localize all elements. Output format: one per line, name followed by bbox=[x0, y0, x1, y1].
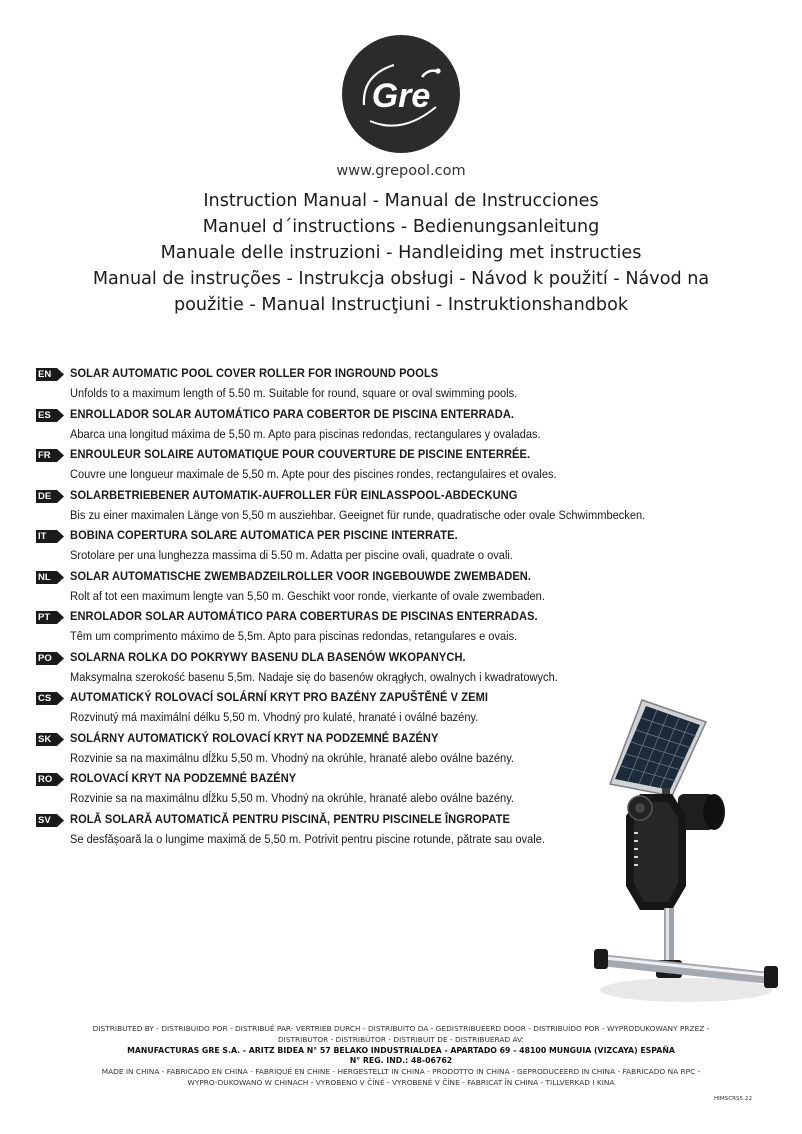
product-description: Rolt af tot een maximum lengte van 5,50 m. Geschikt voor ronde, vierkante of ovale zwembaden. bbox=[70, 588, 545, 603]
product-description: Rozvinutý má maximální délku 5,50 m. Vhodný pro kulaté, hranaté i oválné bazény. bbox=[70, 710, 479, 724]
language-badge: SV bbox=[36, 814, 64, 827]
product-description: Se desfășoară la o lungime maximă de 5,50 m. Potrivit pentru piscine rotunde, pătrate sau ovale. bbox=[70, 831, 545, 846]
product-entry bbox=[36, 650, 676, 691]
product-title: ENROLADOR SOLAR AUTOMÁTICO PARA COBERTURAS DE PISCINAS ENTERRADAS. bbox=[70, 609, 538, 623]
footer-company: MANUFACTURAS GRE S.A. - ARITZ BIDEA N° 57 BELAKO INDUSTRIALDEA - APARTADO 69 - 48100 MUNGUIA (VIZCAYA) ESPAÑA bbox=[127, 1045, 675, 1055]
product-description: Abarca una longitud máxima de 5,50 m. Apto para piscinas redondas, rectangulares y ovaladas. bbox=[70, 426, 541, 441]
product-title: BOBINA COPERTURA SOLARE AUTOMATICA PER PISCINE INTERRATE. bbox=[70, 528, 458, 542]
footer-registration: N° REG. IND.: 48-06762 bbox=[349, 1056, 453, 1066]
language-badge: EN bbox=[36, 368, 64, 381]
product-entry bbox=[36, 812, 676, 853]
logo-text: Gre bbox=[371, 77, 431, 115]
title-line: Manuale delle instruzioni - Handleiding met instructies bbox=[160, 243, 642, 263]
title-line: použitie - Manual Instrucţiuni - Instruktionshandbok bbox=[173, 295, 629, 315]
product-title: SOLARNA ROLKA DO POKRYWY BASENU DLA BASENÓW WKOPANYCH. bbox=[70, 649, 466, 664]
product-description: Unfolds to a maximum length of 5.50 m. Suitable for round, square or oval swimming pools. bbox=[70, 386, 518, 400]
product-entry bbox=[36, 569, 676, 610]
footer bbox=[30, 1024, 772, 1089]
product-entry bbox=[36, 771, 676, 812]
title-line: Instruction Manual - Manual de Instrucciones bbox=[203, 191, 599, 211]
product-title: ENROLLADOR SOLAR AUTOMÁTICO PARA COBERTOR DE PISCINA ENTERRADA. bbox=[70, 406, 515, 421]
product-description: Srotolare per una lunghezza massima di 5.50 m. Adatta per piscine ovali, quadrate o ovali. bbox=[70, 548, 513, 562]
gre-logo-mark bbox=[342, 35, 460, 153]
language-badge: PO bbox=[36, 652, 64, 665]
title-line: Manuel d´instructions - Bedienungsanleitung bbox=[202, 217, 600, 237]
product-title: AUTOMATICKÝ ROLOVACÍ SOLÁRNÍ KRYT PRO BAZÉNY ZAPUŠTĚNÉ V ZEMI bbox=[70, 690, 489, 704]
product-title: ROLOVACÍ KRYT NA PODZEMNÉ BAZÉNY bbox=[70, 771, 297, 785]
gre-logo bbox=[342, 35, 460, 153]
footer-distributor: DISTRIBUTOR - DISTRIBÚTOR - DISTRIBUIT DE - DISTRIBUERAD AV: bbox=[277, 1034, 525, 1044]
product-entry bbox=[36, 447, 676, 488]
product-descriptions bbox=[36, 366, 676, 852]
product-entry bbox=[36, 609, 676, 650]
language-badge: DE bbox=[36, 490, 64, 503]
language-badge: RO bbox=[36, 773, 64, 786]
footer-made-in-line2: WYPRO-DUKOWANO W CHINACH - VYROBENO V ČÍNĚ - VYROBENÉ V ČÍNE - FABRICAT ÎN CHINA - TILLVERKAD I KINA bbox=[187, 1077, 615, 1087]
product-title: SOLARBETRIEBENER AUTOMATIK-AUFROLLER FÜR EINLASSPOOL-ABDECKUNG bbox=[70, 487, 518, 502]
language-badge: ES bbox=[36, 409, 64, 422]
language-badge: FR bbox=[36, 449, 64, 462]
language-badge: SK bbox=[36, 733, 64, 746]
title-line: Manual de instruções - Instrukcja obsługi - Návod k použití - Návod na bbox=[92, 269, 710, 289]
solar-roller-product-image bbox=[594, 698, 780, 1012]
product-description: Rozvinie sa na maximálnu dĺžku 5,50 m. Vhodný na okrúhle, hranaté alebo oválne bazény. bbox=[70, 791, 514, 805]
language-badge: NL bbox=[36, 571, 64, 584]
product-description: Rozvinie sa na maximálnu dĺžku 5,50 m. Vhodný na okrúhle, hranaté alebo oválne bazény. bbox=[70, 750, 514, 765]
product-description: Couvre une longueur maximale de 5,50 m. Apte pour des piscines rondes, rectangulaires et ovales. bbox=[70, 467, 557, 481]
product-entry bbox=[36, 690, 676, 731]
language-badge: PT bbox=[36, 611, 64, 624]
language-badge: CS bbox=[36, 692, 64, 705]
product-entry bbox=[36, 407, 676, 448]
footer-distributed-by: DISTRIBUTED BY - DISTRIBUIDO POR - DISTRIBUÉ PAR- VERTRIEB DURCH - DISTRIBUITO DA - GEDISTRIBUEERD DOOR - DISTRIBUÍDO POR - WYPRODUKOWANY PRZEZ - bbox=[92, 1024, 710, 1033]
product-title: SOLAR AUTOMATIC POOL COVER ROLLER FOR INGROUND POOLS bbox=[70, 366, 439, 380]
product-title: SOLAR AUTOMATISCHE ZWEMBADZEILROLLER VOOR INGEBOUWDE ZWEMBADEN. bbox=[70, 568, 532, 583]
product-title: ROLĂ SOLARĂ AUTOMATICĂ PENTRU PISCINĂ, PENTRU PISCINELE ÎNGROPATE bbox=[70, 811, 510, 826]
footer-made-in-line1: MADE IN CHINA - FABRICADO EN CHINA - FABRIQUÉ EN CHINE - HERGESTELLT IN CHINA - PRODOTTO IN CHINA - GEPRODUCEERD IN CHINA - FABRICADO NA RPC - bbox=[101, 1067, 701, 1077]
product-entry bbox=[36, 731, 676, 772]
product-description: Bis zu einer maximalen Länge von 5,50 m ausziehbar. Geeignet für runde, quadratische oder ovale Schwimmbecken. bbox=[70, 507, 646, 522]
product-description: Maksymalna szerokość basenu 5,5m. Nadaje się do basenów okrągłych, owalnych i kwadratowych. bbox=[70, 669, 558, 684]
product-title: SOLÁRNY AUTOMATICKÝ ROLOVACÍ KRYT NA PODZEMNÉ BAZÉNY bbox=[70, 730, 439, 745]
document-code: HIMSCRS5.22 bbox=[713, 1096, 752, 1102]
manual-titles bbox=[40, 188, 762, 318]
product-description: Têm um comprimento máximo de 5,5m. Apto para piscinas redondas, retangulares e ovais. bbox=[70, 629, 518, 643]
product-entry bbox=[36, 528, 676, 569]
product-entry bbox=[36, 488, 676, 529]
language-badge: IT bbox=[36, 530, 64, 543]
product-entry bbox=[36, 366, 676, 407]
product-title: ENROULEUR SOLAIRE AUTOMATIQUE POUR COUVERTURE DE PISCINE ENTERRÉE. bbox=[70, 447, 531, 461]
website-url: www.grepool.com bbox=[336, 163, 466, 179]
